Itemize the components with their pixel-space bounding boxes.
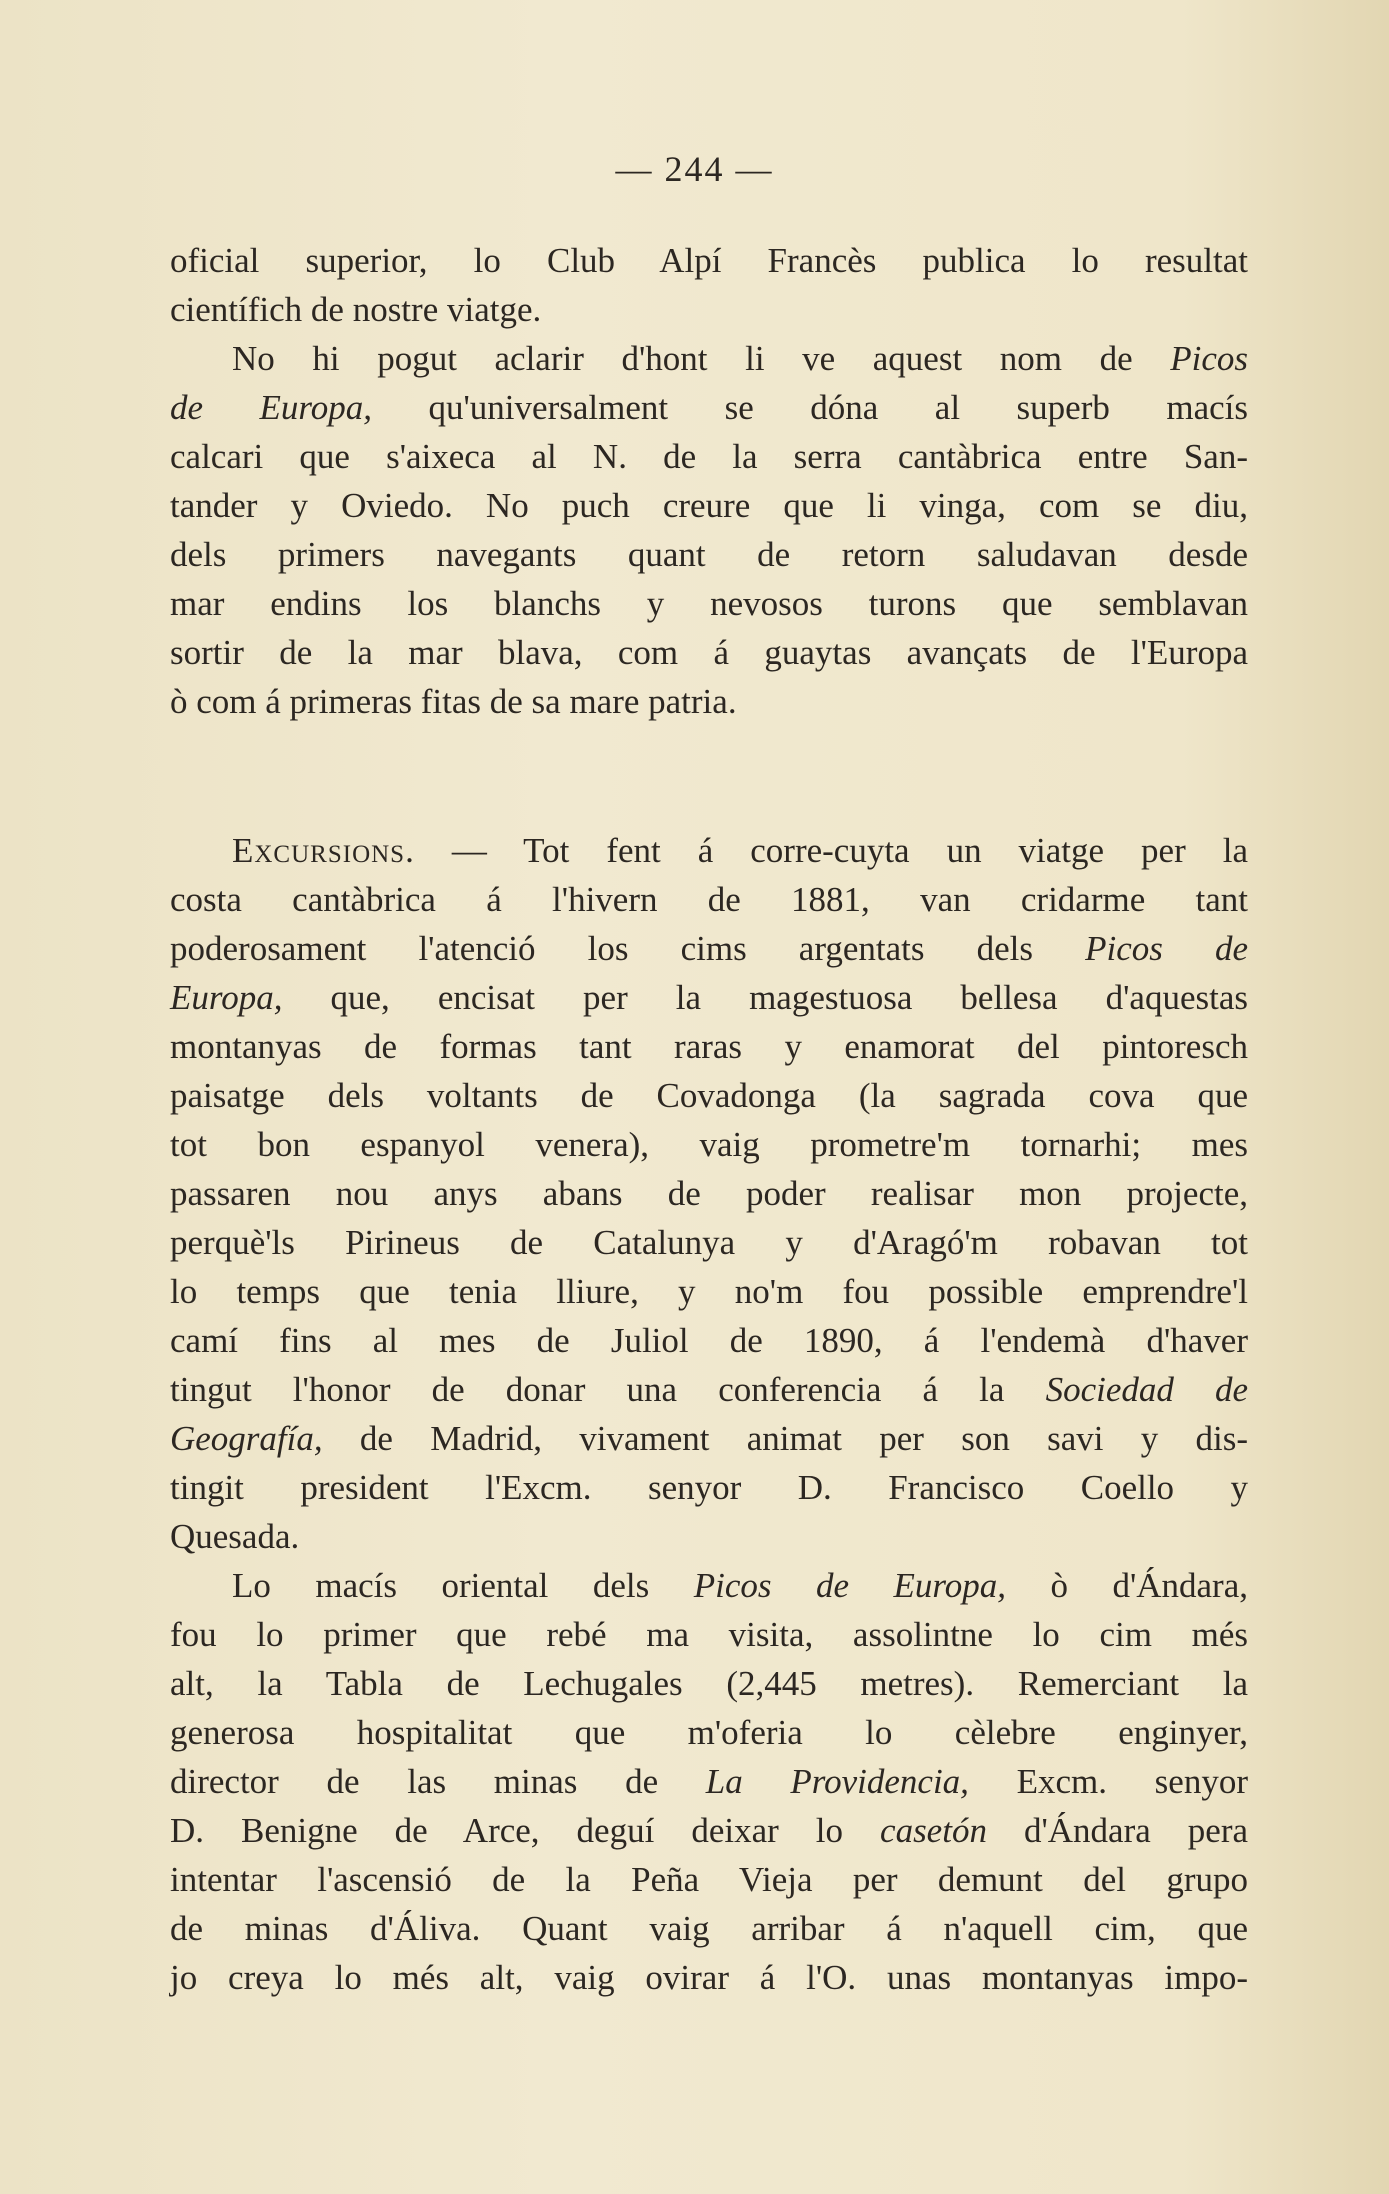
text-line: de Europa, qu'universalment se dóna al superb macís	[170, 388, 1248, 427]
text-line: Geografía, de Madrid, vivament animat per son savi y dis-	[170, 1419, 1248, 1458]
text-line: No hi pogut aclarir d'hont li ve aquest nom de Picos	[232, 339, 1248, 378]
text-line: director de las minas de La Providencia, Excm. senyor	[170, 1762, 1248, 1801]
italic-text: Picos de Europa,	[693, 1566, 1006, 1605]
text-line: ò com á primeras fitas de sa mare patria.	[170, 682, 737, 721]
text-line: Quesada.	[170, 1517, 300, 1556]
italic-text: Europa,	[170, 978, 283, 1017]
text-line: mar endins los blanchs y nevosos turons que semblavan	[170, 584, 1248, 623]
text-line: lo temps que tenia lliure, y no'm fou possible emprendre'l	[170, 1272, 1248, 1311]
italic-text: Geografía,	[170, 1419, 323, 1458]
italic-text: Sociedad de	[1045, 1370, 1249, 1409]
text-line: jo creya lo més alt, vaig ovirar á l'O. unas montanyas impo-	[170, 1958, 1248, 1997]
text-line: poderosament l'atenció los cims argentats dels Picos de	[170, 929, 1248, 968]
page-number: — 244 —	[615, 149, 774, 189]
text-line: Europa, que, encisat per la magestuosa bellesa d'aquestas	[170, 978, 1248, 1017]
text-line: tander y Oviedo. No puch creure que li vinga, com se diu,	[170, 486, 1248, 525]
text-line: paisatge dels voltants de Covadonga (la sagrada cova que	[170, 1076, 1248, 1115]
italic-text: La Providencia,	[705, 1762, 969, 1801]
paragraph-section-2	[170, 826, 1248, 2002]
small-caps-heading: Excursions.	[232, 831, 415, 870]
text-line: perquè'ls Pirineus de Catalunya y d'Aragó'm robavan tot	[170, 1223, 1248, 1262]
text-line: tot bon espanyol venera), vaig prometre'm tornarhi; mes	[170, 1125, 1248, 1164]
text-line: oficial superior, lo Club Alpí Francès publica lo resultat	[170, 241, 1248, 280]
text-line: dels primers navegants quant de retorn saludavan desde	[170, 535, 1248, 574]
text-line: alt, la Tabla de Lechugales (2,445 metres). Remerciant la	[170, 1664, 1248, 1703]
text-line: passaren nou anys abans de poder realisar mon projecte,	[170, 1174, 1248, 1213]
text-line: costa cantàbrica á l'hivern de 1881, van cridarme tant	[170, 880, 1248, 919]
text-line: de minas d'Áliva. Quant vaig arribar á n'aquell cim, que	[170, 1909, 1248, 1948]
text-line: Excursions. — Tot fent á corre-cuyta un viatge per la	[232, 831, 1248, 870]
text-line: fou lo primer que rebé ma visita, assolintne lo cim més	[170, 1615, 1248, 1654]
text-line: Lo macís oriental dels Picos de Europa, ò d'Ándara,	[232, 1566, 1248, 1605]
italic-text: de Europa,	[170, 388, 372, 427]
text-line: D. Benigne de Arce, deguí deixar lo casetón d'Ándara pera	[170, 1811, 1249, 1850]
text-line: intentar l'ascensió de la Peña Vieja per demunt del grupo	[170, 1860, 1248, 1899]
italic-text: casetón	[880, 1811, 987, 1850]
text-line: tingit president l'Excm. senyor D. Francisco Coello y	[170, 1468, 1248, 1507]
text-line: generosa hospitalitat que m'oferia lo cèlebre enginyer,	[170, 1713, 1248, 1752]
italic-text: Picos de	[1085, 929, 1248, 968]
text-line: calcari que s'aixeca al N. de la serra cantàbrica entre San-	[170, 437, 1248, 476]
text-line: montanyas de formas tant raras y enamorat del pintoresch	[170, 1027, 1248, 1066]
text-line: camí fins al mes de Juliol de 1890, á l'endemà d'haver	[170, 1321, 1248, 1360]
text-line: sortir de la mar blava, com á guaytas avançats de l'Europa	[170, 633, 1248, 672]
paragraph-section-1	[170, 236, 1248, 726]
text-line: científich de nostre viatge.	[170, 290, 542, 329]
italic-text: Picos	[1170, 339, 1248, 378]
text-line: tingut l'honor de donar una conferencia á la Sociedad de	[170, 1370, 1249, 1409]
